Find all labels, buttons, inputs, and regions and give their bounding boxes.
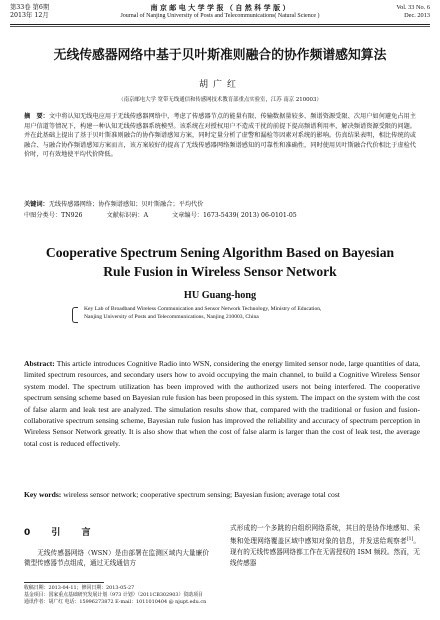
author-cn: 胡广红 <box>198 80 241 90</box>
header-rule-thin <box>10 26 430 27</box>
abstract-en-text: This article introduces Cognitive Radio into WSN, considering the energy limited sensor node, large quantities of data, limited spectrum resources, and secondary users how to avoid occupying the main channel, to build a Cognitive Wireless Sensor system model. The spectrum utilization has been improved with the authorized users not being interfered. The cooperative spectrum sensing scheme based on Bayesian rule fusion has been proposed in this system. The impact on the system with the cost of false alarm and leak test are analyzed. The simulation results show that, compared with the traditional or fusion and fusion-collaborative spectrum sensing scheme, Bayesian rule fusion has improved the reliability and accuracy of spectrum perception in Wireless Sensor Network greatly. It is also show that when the cost of false alarm is larger than the cost of leak test, the average total cost is reduced effectively. <box>24 359 420 448</box>
body-right-tail: 。现有的无线传感器网络都工作在无需授权的 ISM 频段。然而，无线传感器 <box>230 537 421 568</box>
affiliation-cn: （南京邮电大学 宽带无线通信和传感网技术教育部重点实验室，江苏 南京 210003） <box>118 97 322 103</box>
footnotes <box>24 585 224 607</box>
section-number: 0 <box>24 528 40 538</box>
header-center <box>0 4 440 21</box>
body-right-column <box>230 523 420 569</box>
abstract-en-label: Abstract: <box>24 359 55 368</box>
article-number: 文章编号：1673-5439( 2013) 06-0101-05 <box>172 212 297 219</box>
body-right-text: 式形成的一个多跳的自组织网络系统，其目的是协作地感知、采集和处理网络覆盖区域中感知对象的信息，并发送给观察者 <box>230 524 420 546</box>
affiliation-en-line1: Key Lab of Broadband Wireless Communication and Sensor Network Technology, Ministry of Education, <box>84 306 322 312</box>
header-rule <box>10 24 430 25</box>
abstract-cn <box>24 112 416 160</box>
affiliation-en-line2: Nanjing University of Posts and Telecommunications, Nanjing 210003, China <box>84 313 259 320</box>
body-left-column: 无线传感器网络（WSN）是由部署在监测区域内大量廉价微型传感器节点组成，通过无线通信方 <box>24 549 209 567</box>
section-heading <box>24 525 100 538</box>
abstract-cn-label: 摘 要： <box>24 113 49 120</box>
keywords-en-text: wireless sensor network; cooperative spectrum sensing; Bayesian fusion; average total cost <box>63 490 340 499</box>
section-title: 引 言 <box>51 528 100 538</box>
keywords-cn <box>24 199 416 208</box>
keywords-cn-label: 关键词： <box>24 201 49 208</box>
citation-ref: [1] <box>406 537 414 542</box>
header-journal-cn: 南 京 邮 电 大 学 学 报 （ 自 然 科 学 版 ） <box>150 4 290 12</box>
footnote-funding: 基金项目：国家重点基础研究发展计划（973 计划）（2011CB302903）资助项目 <box>24 592 203 599</box>
keywords-cn-text: 无线传感器网络；协作频谱感知；贝叶斯融合；平均代价 <box>48 201 204 208</box>
document-code: 文献标识码：A <box>106 212 149 219</box>
header-volume-en: Vol. 33 No. 6 <box>396 4 430 11</box>
abstract-en <box>24 358 420 449</box>
header-date-cn: 2013年 12月 <box>10 12 49 20</box>
header-volume-cn: 第33卷 第6期 <box>10 4 50 11</box>
author-en: HU Guang-hong <box>183 290 257 301</box>
classification-line <box>24 210 416 219</box>
affiliation-en <box>78 306 374 321</box>
header-journal-en: Journal of Nanjing University of Posts and Telecommunications( Natural Science ) <box>120 13 320 20</box>
footnote-received: 收稿日期：2013-04-11；修回日期：2013-05-27 <box>24 585 135 591</box>
header-date-en: Dec. 2013 <box>404 12 430 20</box>
title-en <box>0 243 440 281</box>
abstract-cn-text: 文中将认知无线电应用于无线传感器网络中，考虑了传感器节点的能量有限、传输数据量较多、频谱资源受限、次用户如何避免占用主用户信道等情况下，构建一种认知无线传感器系统模型。该系统在对授权用户不造成干扰的前提下提高频谱利用率，解决频谱资源受限的问题。并在此基础上提出了基于贝叶斯准则融合的协作频谱感知方案，同时定量分析了虚警和漏检等因素对系统的影响。仿真结果表明，相比传统的或融合、与融合协作频谱感知方案而言，该方案较好的提高了无线传感器网络频谱感知的可靠性和准确性，同时使用贝叶斯融合代价相比于虚检代价时，可有效地使平均代价降低。 <box>24 113 417 158</box>
keywords-en <box>24 490 420 499</box>
title-en-line1: Cooperative Spectrum Sening Algorithm Based on Bayesian <box>45 245 395 260</box>
title-en-line2: Rule Fusion in Wireless Sensor Network <box>103 264 337 279</box>
clc-number: 中图分类号：TN926 <box>24 212 83 219</box>
footnote-contact: 通讯作者：胡广红 电话：15996273872 E-mail：1011010404 @ njupt.edu.cn <box>24 599 207 606</box>
footnote-rule <box>24 582 104 583</box>
keywords-en-label: Key words: <box>24 490 62 499</box>
header-right <box>396 4 430 21</box>
title-cn: 无线传感器网络中基于贝叶斯准则融合的协作频谱感知算法 <box>53 48 387 63</box>
